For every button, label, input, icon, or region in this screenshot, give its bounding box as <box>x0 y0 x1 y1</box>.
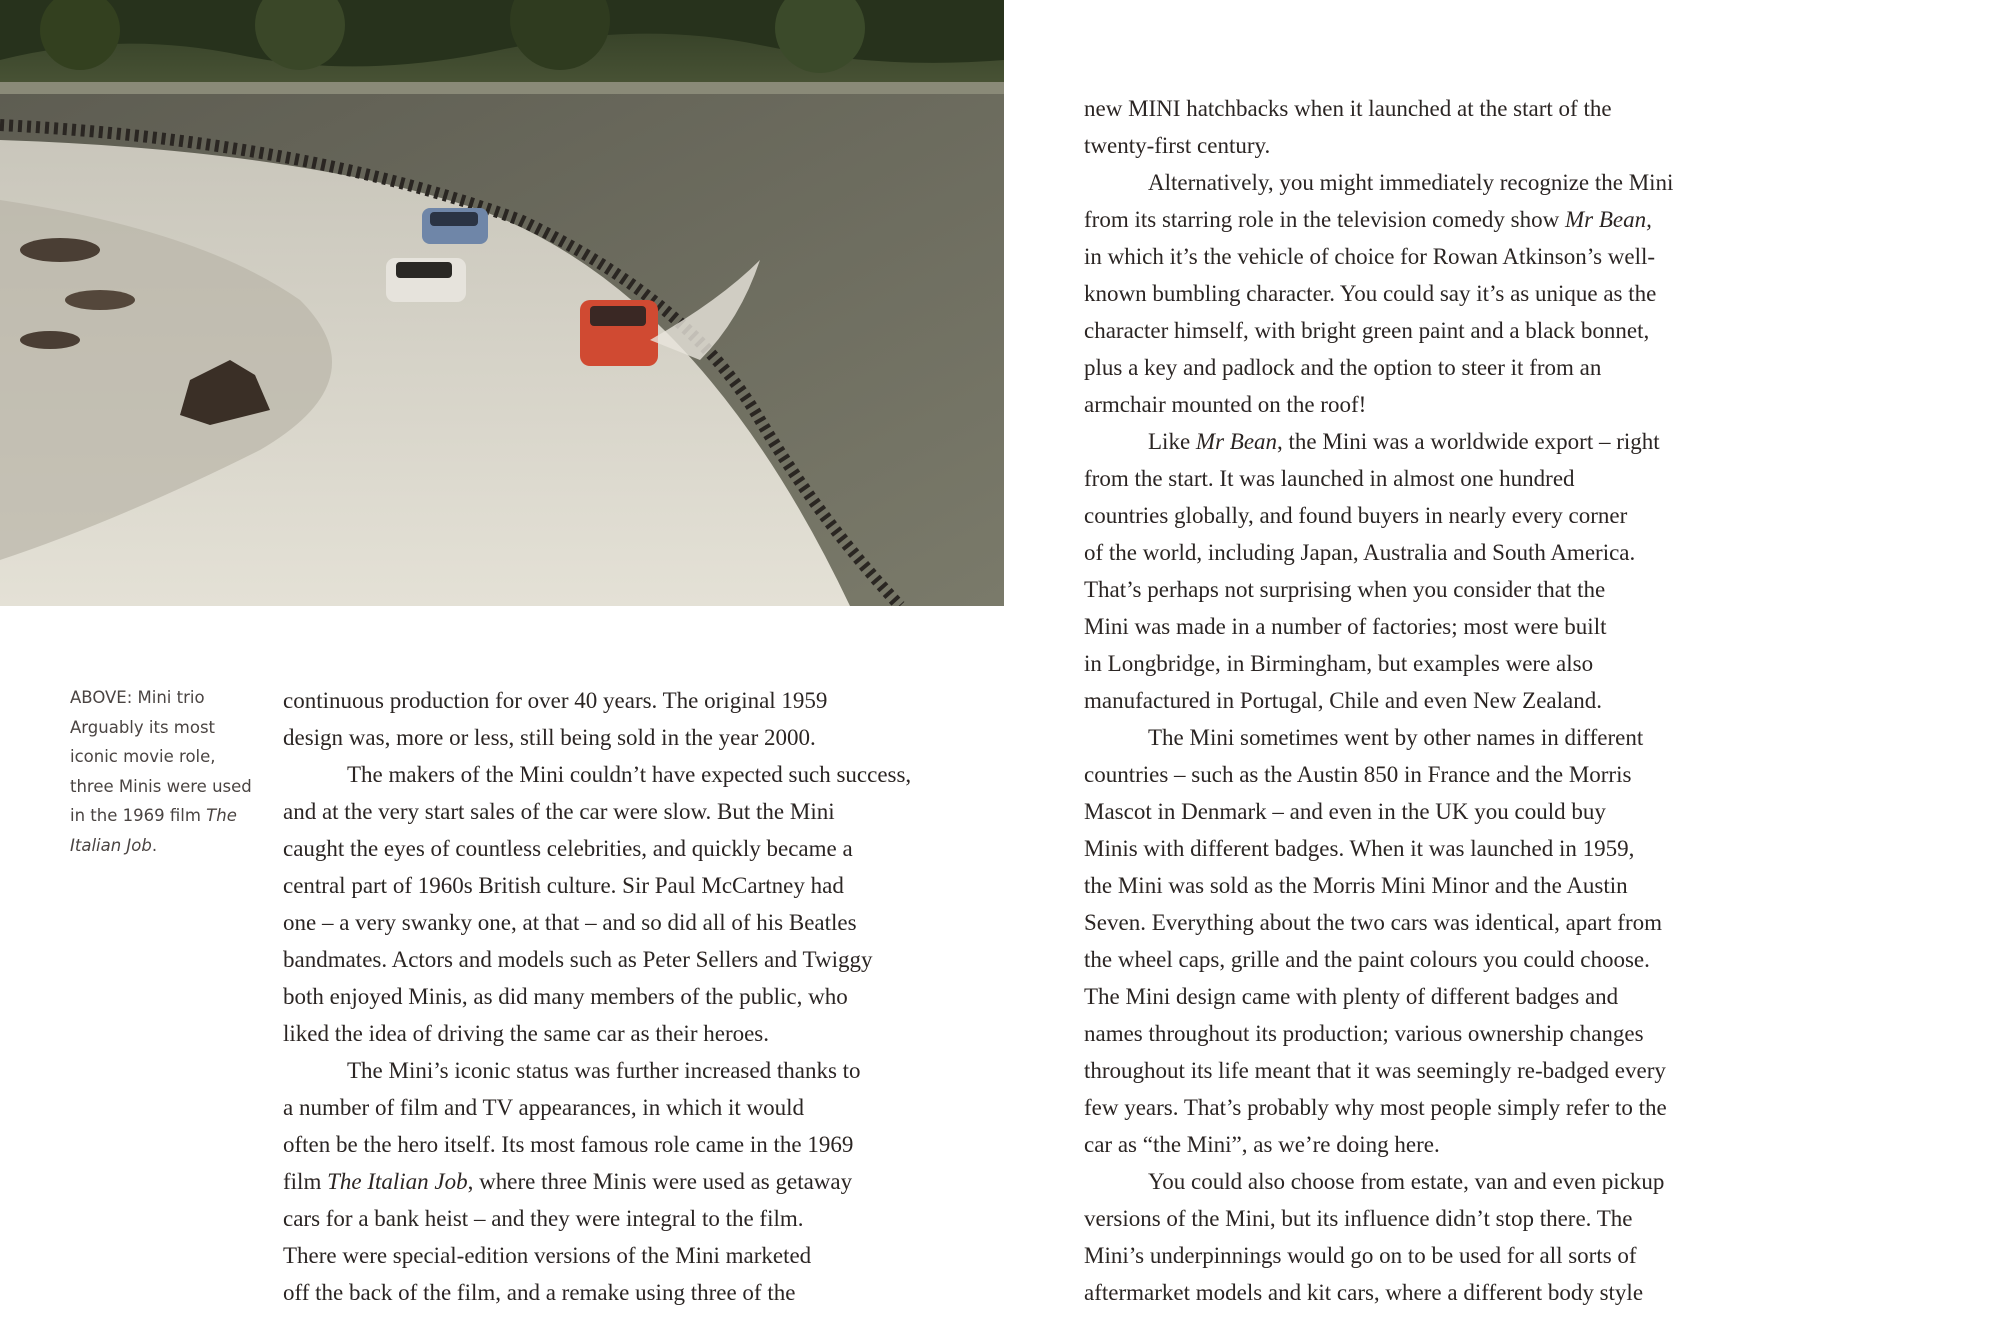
text-line: few years. That’s probably why most people simply refer to the <box>1084 1095 1667 1120</box>
paragraph <box>283 682 943 756</box>
paragraph <box>283 756 943 1052</box>
text-line: the Mini was sold as the Morris Mini Minor and the Austin <box>1084 873 1628 898</box>
text-line: Mascot in Denmark – and even in the UK you could buy <box>1084 799 1606 824</box>
text-line: cars for a bank heist – and they were integral to the film. <box>283 1206 804 1231</box>
text-line: in Longbridge, in Birmingham, but examples were also <box>1084 651 1594 676</box>
text-line: car as “the Mini”, as we’re doing here. <box>1084 1132 1440 1157</box>
caption-heading: ABOVE: Mini trio <box>70 688 205 707</box>
text-line: versions of the Mini, but its influence didn’t stop there. The <box>1084 1206 1633 1231</box>
text-line: The Mini’s iconic status was further increased thanks to <box>347 1058 861 1083</box>
text-line: aftermarket models and kit cars, where a different body style <box>1084 1280 1644 1305</box>
text-segment: from its starring role in the television comedy show <box>1084 207 1565 232</box>
text-line: central part of 1960s British culture. Sir Paul McCartney had <box>283 873 844 898</box>
paragraph <box>1084 1163 1744 1311</box>
caption-film-title-cont: Italian Job <box>70 835 152 855</box>
caption-end: . <box>151 835 158 855</box>
text-line: from the start. It was launched in almost one hundred <box>1084 466 1575 491</box>
text-line: The Mini sometimes went by other names in different <box>1148 725 1644 750</box>
text-line: in which it’s the vehicle of choice for Rowan Atkinson’s well- <box>1084 244 1656 269</box>
text-line: Alternatively, you might immediately recognize the Mini <box>1148 170 1674 195</box>
film-title-italic: The Italian Job <box>327 1169 468 1194</box>
caption-line: Arguably its most <box>70 717 216 737</box>
text-line: Minis with different badges. When it was launched in 1959, <box>1084 836 1635 861</box>
text-line: one – a very swanky one, at that – and so did all of his Beatles <box>283 910 857 935</box>
paragraph <box>1084 719 1744 1163</box>
caption-film-title: The <box>206 806 237 825</box>
text-line: caught the eyes of countless celebrities, and quickly became a <box>283 836 853 861</box>
text-line: You could also choose from estate, van and even pickup <box>1148 1169 1665 1194</box>
caption-line-text: in the 1969 film <box>70 806 207 825</box>
text-line: new MINI hatchbacks when it launched at the start of the <box>1084 96 1612 121</box>
text-line: names throughout its production; various ownership changes <box>1084 1021 1644 1046</box>
caption-line: iconic movie role, <box>70 747 216 766</box>
caption-line <box>70 831 260 861</box>
blue-mini <box>422 208 488 244</box>
text-line: often be the hero itself. Its most famous role came in the 1969 <box>283 1132 854 1157</box>
paragraph <box>283 1052 943 1311</box>
paragraph <box>1084 423 1744 719</box>
text-line: twenty-first century. <box>1084 133 1271 158</box>
text-line: Mini was made in a number of factories; most were built <box>1084 614 1607 639</box>
text-line: Seven. Everything about the two cars was identical, apart from <box>1084 910 1663 935</box>
text-line: character himself, with bright green paint and a black bonnet, <box>1084 318 1650 343</box>
text-segment: Like <box>1148 429 1196 454</box>
right-column <box>1084 90 1744 1311</box>
text-line: The makers of the Mini couldn’t have expected such success, <box>347 762 912 787</box>
text-line: throughout its life meant that it was seemingly re-badged every <box>1084 1058 1666 1083</box>
text-line <box>283 1163 943 1200</box>
caption-line <box>70 801 260 831</box>
text-line: plus a key and padlock and the option to steer it from an <box>1084 355 1602 380</box>
photo-mini-trio <box>0 0 1004 606</box>
text-line: liked the idea of driving the same car as their heroes. <box>283 1021 770 1046</box>
red-mini <box>580 300 658 366</box>
text-line: bandmates. Actors and models such as Peter Sellers and Twiggy <box>283 947 873 972</box>
text-line: design was, more or less, still being sold in the year 2000. <box>283 725 816 750</box>
text-line <box>1084 423 1744 460</box>
text-line: countries globally, and found buyers in nearly every corner <box>1084 503 1628 528</box>
show-title-italic: Mr Bean <box>1195 429 1278 454</box>
paragraph <box>1084 90 1744 164</box>
text-line: The Mini design came with plenty of different badges and <box>1084 984 1619 1009</box>
text-line: armchair mounted on the roof! <box>1084 392 1367 417</box>
text-line: a number of film and TV appearances, in which it would <box>283 1095 804 1120</box>
paragraph <box>1084 164 1744 423</box>
caption-line: three Minis were used <box>70 776 252 796</box>
text-line: Mini’s underpinnings would go on to be used for all sorts of <box>1084 1243 1637 1268</box>
text-line: continuous production for over 40 years. The original 1959 <box>283 688 828 713</box>
text-line <box>1084 201 1744 238</box>
text-line: There were special-edition versions of the Mini marketed <box>283 1243 812 1268</box>
show-title-italic: Mr Bean, <box>1565 207 1652 232</box>
text-line: That’s perhaps not surprising when you consider that the <box>1084 577 1606 602</box>
white-mini <box>386 258 466 302</box>
photo-illustration <box>0 0 1004 606</box>
text-line: off the back of the film, and a remake using three of the <box>283 1280 796 1305</box>
text-line: both enjoyed Minis, as did many members of the public, who <box>283 984 848 1009</box>
text-line: known bumbling character. You could say it’s as unique as the <box>1084 281 1657 306</box>
text-line: manufactured in Portugal, Chile and even New Zealand. <box>1084 688 1602 713</box>
text-segment: , where three Minis were used as getaway <box>467 1169 853 1194</box>
text-line: of the world, including Japan, Australia and South America. <box>1084 540 1636 565</box>
text-segment: , the Mini was a worldwide export – right <box>1277 429 1660 454</box>
text-segment: film <box>283 1169 328 1194</box>
text-line: the wheel caps, grille and the paint colours you could choose. <box>1084 947 1650 972</box>
photo-caption <box>70 683 260 860</box>
left-column <box>283 682 943 1311</box>
text-line: countries – such as the Austin 850 in France and the Morris <box>1084 762 1632 787</box>
text-line: and at the very start sales of the car were slow. But the Mini <box>283 799 835 824</box>
